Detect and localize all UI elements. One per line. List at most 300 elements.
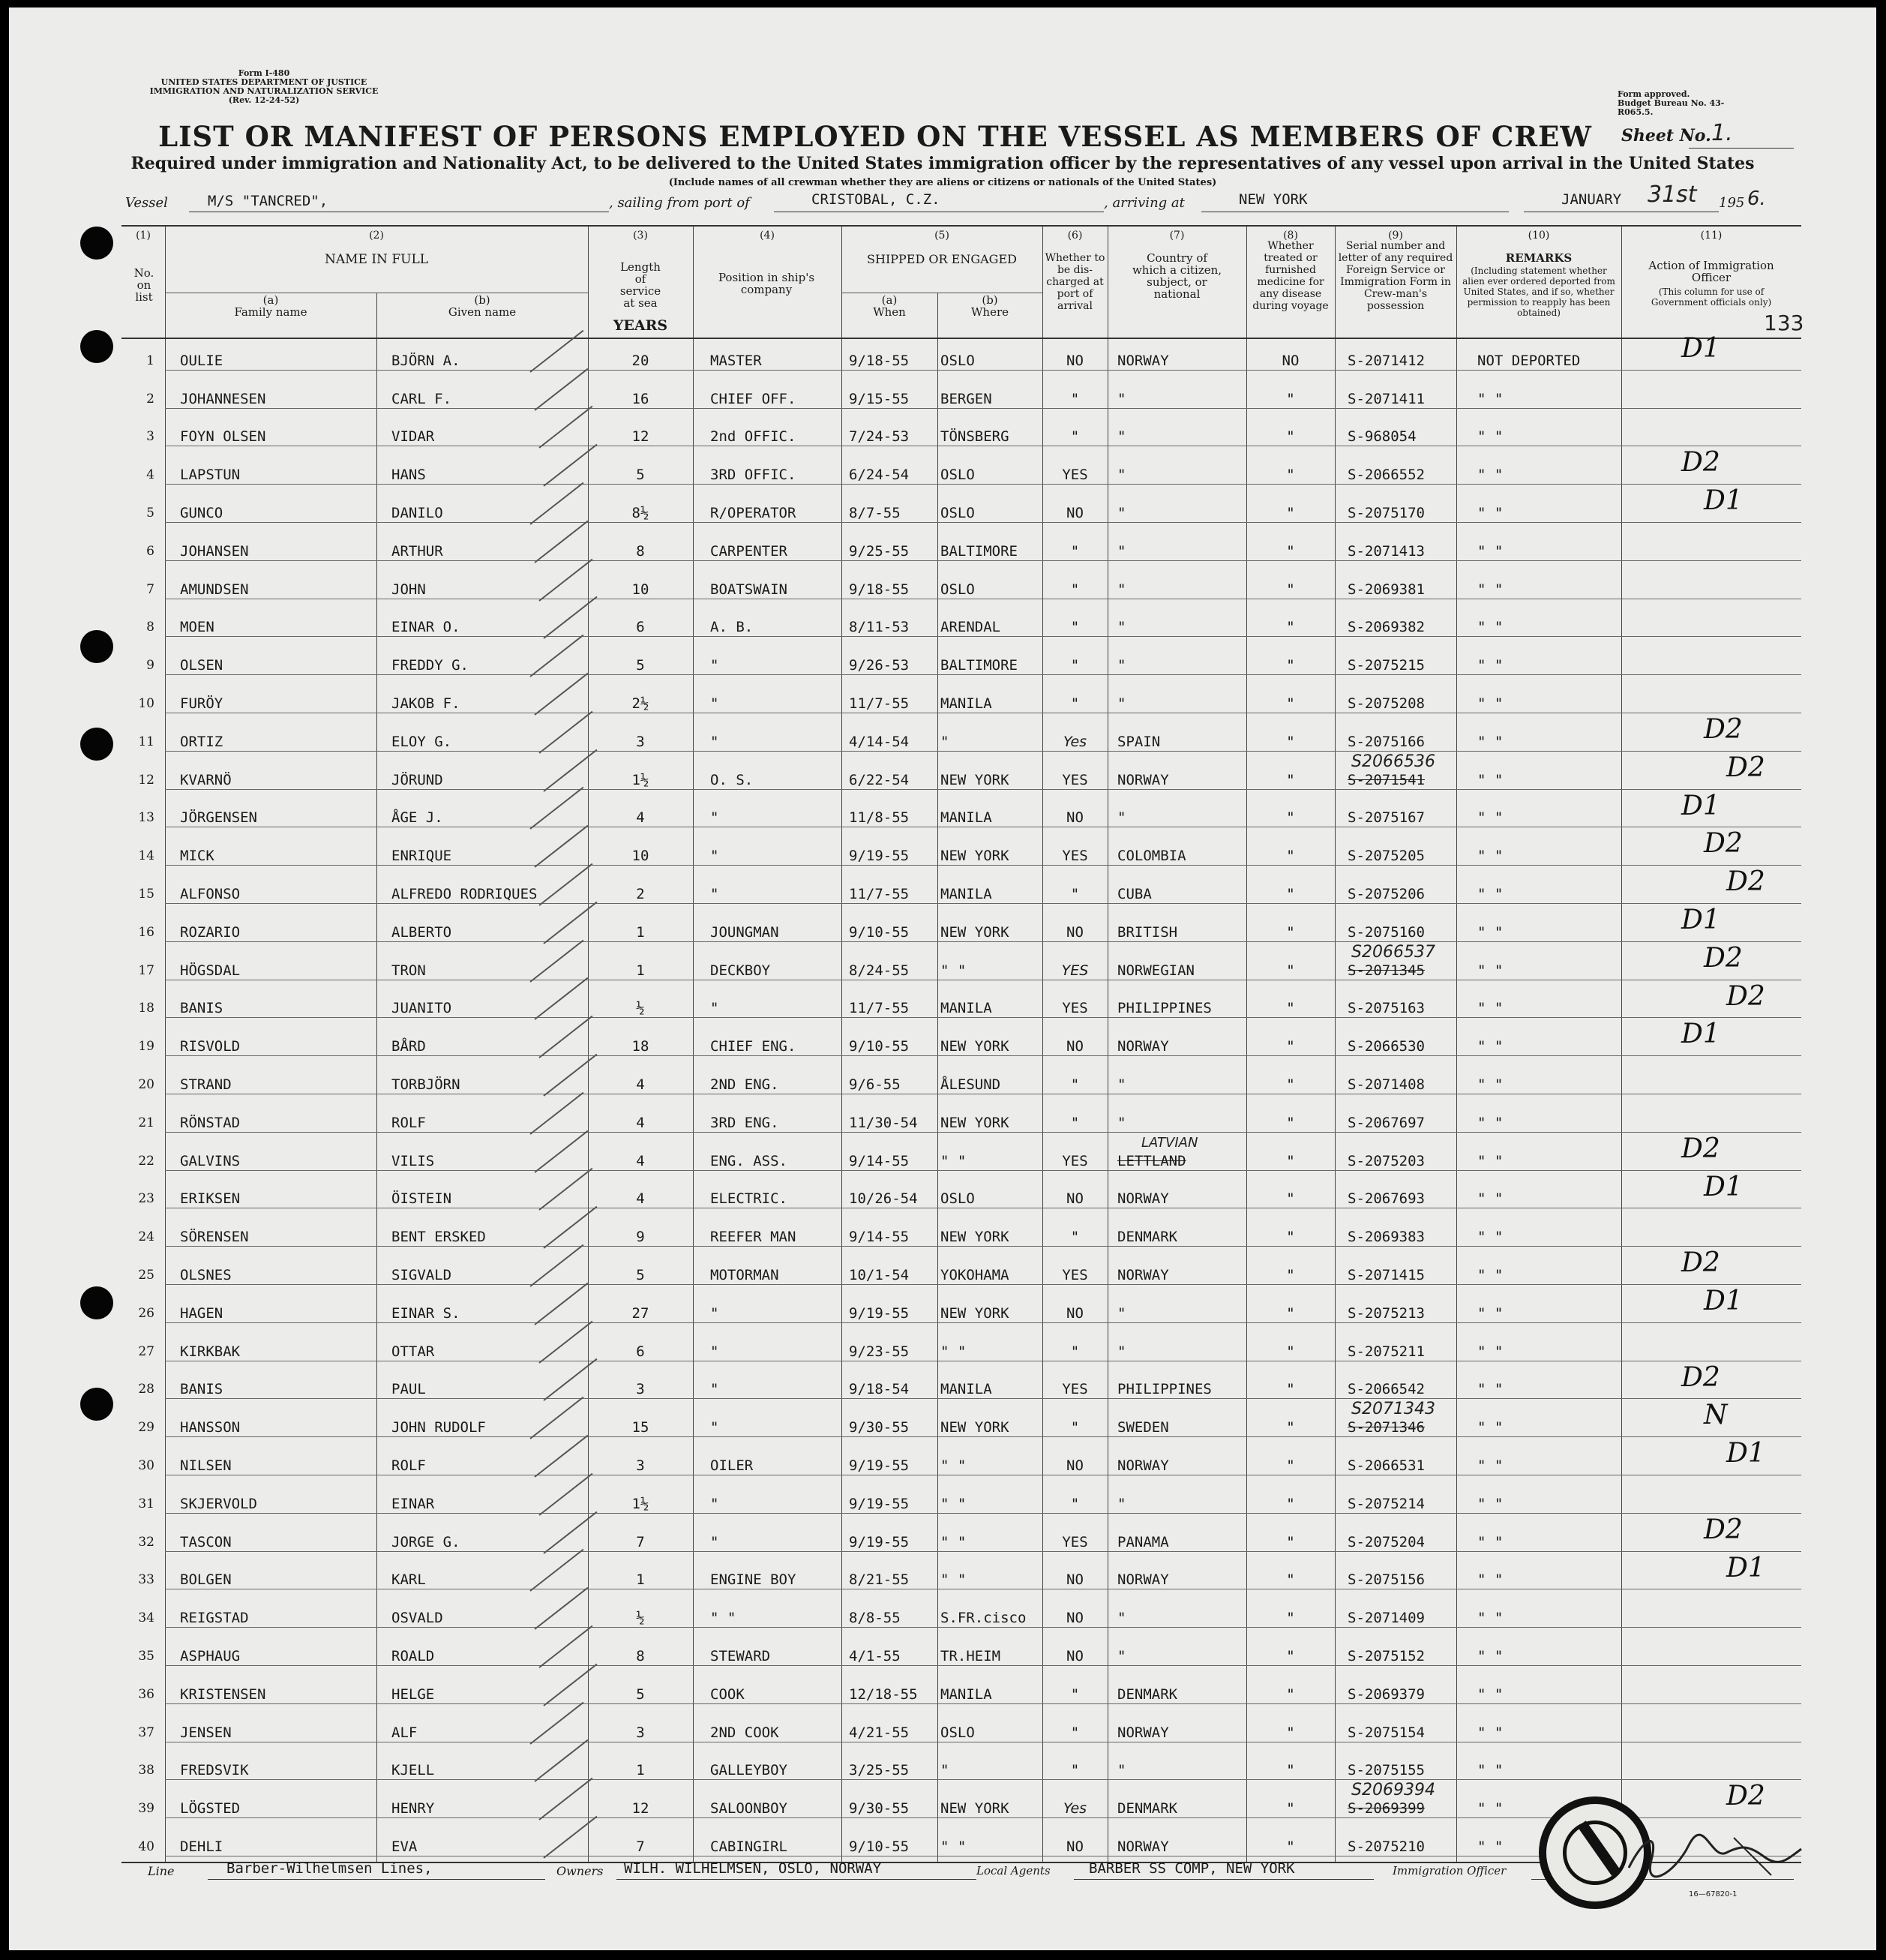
given-name: OSVALD <box>391 1610 443 1627</box>
shipped-where: " <box>940 1762 949 1779</box>
given-name: EINAR O. <box>391 619 460 636</box>
row-number: 28 <box>138 1382 154 1397</box>
family-name: HANSSON <box>180 1419 241 1436</box>
discharged: NO <box>1066 1610 1084 1627</box>
years-at-sea: 7 <box>636 1533 645 1550</box>
col-7-header: Country of which a citizen, subject, or national <box>1132 251 1222 301</box>
treated: " <box>1286 428 1295 446</box>
officer-action: D1 <box>1704 1286 1743 1316</box>
remarks: " " <box>1477 885 1504 902</box>
treated: " <box>1286 848 1295 865</box>
shipped-where: NEW YORK <box>940 1229 1009 1246</box>
shipped-where: NEW YORK <box>940 1800 1009 1817</box>
years-at-sea: 3 <box>636 1724 645 1741</box>
position: BOATSWAIN <box>710 581 787 598</box>
years-at-sea: 1 <box>636 923 645 941</box>
country: " <box>1117 809 1126 827</box>
row-number: 9 <box>146 658 154 674</box>
row-number: 37 <box>138 1724 154 1740</box>
treated: " <box>1286 1419 1295 1436</box>
punch-hole <box>80 1388 113 1421</box>
remarks: " " <box>1477 1685 1504 1703</box>
family-name: DEHLI <box>180 1838 223 1855</box>
country: NORWAY <box>1117 1571 1169 1589</box>
manifest-sheet <box>9 8 1876 1950</box>
years-at-sea: 9 <box>636 1229 645 1246</box>
given-name: DANILO <box>391 504 443 521</box>
years-at-sea: 2 <box>636 885 645 902</box>
shipped-where: NEW YORK <box>940 848 1009 865</box>
serial-number: S-2075205 <box>1348 848 1425 865</box>
discharged: NO <box>1066 1190 1084 1208</box>
shipped-when: 4/14-54 <box>849 733 910 750</box>
shipped-when: 11/7-55 <box>849 885 910 902</box>
family-name: JENSEN <box>180 1724 232 1741</box>
position: DECKBOY <box>710 962 771 979</box>
serial-number: S-2067697 <box>1348 1114 1425 1131</box>
serial-number: S-2069381 <box>1348 581 1425 598</box>
col-5a-letter: (a) <box>881 293 898 307</box>
position: " <box>710 733 719 750</box>
remarks: " " <box>1477 1229 1504 1246</box>
position: CABINGIRL <box>710 1838 787 1855</box>
form-header <box>114 69 414 105</box>
country: " <box>1117 1495 1126 1512</box>
family-name: FOYN OLSEN <box>180 428 266 446</box>
row-number: 32 <box>138 1534 154 1550</box>
col-6-number: (6) <box>1067 230 1083 242</box>
table-row <box>121 1214 1801 1252</box>
table-row <box>121 1595 1801 1633</box>
row-number: 19 <box>138 1039 154 1055</box>
col-5b-letter: (b) <box>982 293 998 307</box>
treated: " <box>1286 390 1295 407</box>
remarks: " " <box>1477 1724 1504 1741</box>
serial-number: S-2075208 <box>1348 695 1425 712</box>
country: DENMARK <box>1117 1229 1178 1246</box>
years-at-sea: 2½ <box>631 695 649 712</box>
years-at-sea: 5 <box>636 1685 645 1703</box>
given-name: HANS <box>391 467 426 484</box>
remarks: " " <box>1477 619 1504 636</box>
punch-hole <box>80 330 113 363</box>
col-2-number: (2) <box>369 230 384 242</box>
row-number: 36 <box>138 1686 154 1702</box>
agents-label: Local Agents <box>976 1864 1051 1877</box>
col-8-number: (8) <box>1283 230 1298 242</box>
treated: " <box>1286 1571 1295 1589</box>
col-5b-header: Where <box>970 305 1009 319</box>
line-name: Barber-Wilhelmsen Lines, <box>226 1860 433 1877</box>
serial-number: S-2069379 <box>1348 1685 1425 1703</box>
serial-number: S-2075211 <box>1348 1343 1425 1360</box>
row-number: 30 <box>138 1457 154 1473</box>
shipped-when: 9/18-54 <box>849 1381 910 1398</box>
shipped-where: NEW YORK <box>940 923 1009 941</box>
officer-action: D2 <box>1704 942 1743 974</box>
shipped-where: " " <box>940 1343 967 1360</box>
serial-correction: S2071343 <box>1351 1400 1435 1419</box>
remarks: " " <box>1477 1152 1504 1169</box>
years-at-sea: 6 <box>636 619 645 636</box>
country: NORWAY <box>1117 771 1169 788</box>
shipped-where: " " <box>940 962 967 979</box>
arrival-day: 31st <box>1648 182 1697 208</box>
table-row <box>121 942 1801 986</box>
family-name: HÖGSDAL <box>180 962 241 979</box>
discharged: NO <box>1066 809 1084 827</box>
family-name: BOLGEN <box>180 1571 232 1589</box>
discharged: " <box>1070 1114 1080 1131</box>
col-5a-header: When <box>873 305 906 319</box>
officer-action: D2 <box>1704 714 1743 745</box>
given-name: ROLF <box>391 1114 426 1131</box>
treated: " <box>1286 962 1295 979</box>
country: " <box>1117 542 1126 560</box>
subtitle: Required under immigration and Nationality Act, to be delivered to the United States immigration officer by the representatives of any vessel upon arrival in the United States <box>130 154 1755 173</box>
family-name: MICK <box>180 848 214 865</box>
table-row <box>121 1481 1801 1519</box>
shipped-when: 9/25-55 <box>849 542 910 560</box>
treated: " <box>1286 1685 1295 1703</box>
position: CHIEF OFF. <box>710 390 796 407</box>
remarks: " " <box>1477 1762 1504 1779</box>
officer-action: D2 <box>1726 980 1765 1012</box>
position: " <box>710 1419 719 1436</box>
shipped-where: " " <box>940 1152 967 1169</box>
given-name: ÅGE J. <box>391 809 443 827</box>
position: OILER <box>710 1457 754 1474</box>
sheet-label: Sheet No. <box>1621 126 1711 146</box>
remarks: " " <box>1477 1495 1504 1512</box>
position: A. B. <box>710 619 754 636</box>
family-name: ASPHAUG <box>180 1647 241 1664</box>
row-number: 16 <box>138 924 154 940</box>
position: 2ND ENG. <box>710 1076 779 1093</box>
serial-number: S-2066530 <box>1348 1038 1425 1055</box>
family-name: LÖGSTED <box>180 1800 241 1817</box>
family-name: MOEN <box>180 619 214 636</box>
position: " <box>710 1343 719 1360</box>
row-number: 33 <box>138 1572 154 1588</box>
owners-label: Owners <box>556 1864 604 1878</box>
shipped-where: NEW YORK <box>940 1114 1009 1131</box>
officer-action: D2 <box>1704 828 1743 860</box>
col-11-number: (11) <box>1700 230 1723 242</box>
given-name: JOHN <box>391 581 426 598</box>
treated: " <box>1286 1381 1295 1398</box>
approved-text: Form approved. <box>1618 89 1690 99</box>
officer-action: D2 <box>1681 1361 1720 1393</box>
form-number: Form I-480 <box>238 68 290 78</box>
family-name: BANIS <box>180 1000 223 1017</box>
years-at-sea: 1 <box>636 962 645 979</box>
treated: " <box>1286 1724 1295 1741</box>
position: 3RD ENG. <box>710 1114 779 1131</box>
treated: " <box>1286 1229 1295 1246</box>
years-at-sea: 6 <box>636 1343 645 1360</box>
col-4-header: Position in ship's company <box>718 271 815 296</box>
family-name: AMUNDSEN <box>180 581 249 598</box>
position: 2ND COOK <box>710 1724 779 1741</box>
country: COLOMBIA <box>1117 848 1186 865</box>
country: SPAIN <box>1117 733 1161 750</box>
position: ENG. ASS. <box>710 1152 787 1169</box>
page-count: 133 <box>1764 311 1804 335</box>
table-row <box>121 828 1801 871</box>
col-3-unit: YEARS <box>613 317 668 334</box>
country: " <box>1117 1762 1126 1779</box>
officer-action: D1 <box>1681 1019 1720 1050</box>
given-name: ROALD <box>391 1647 435 1664</box>
remarks: " " <box>1477 771 1504 788</box>
remarks: " " <box>1477 923 1504 941</box>
position: SALOONBOY <box>710 1800 787 1817</box>
family-name: SKJERVOLD <box>180 1495 257 1512</box>
treated: " <box>1286 657 1295 674</box>
remarks: " " <box>1477 1419 1504 1436</box>
position: " <box>710 1304 719 1322</box>
position: ENGINE BOY <box>710 1571 796 1589</box>
given-name: EINAR S. <box>391 1304 460 1322</box>
serial-number: S-2075166 <box>1348 733 1425 750</box>
treated: " <box>1286 1838 1295 1855</box>
discharged: YES <box>1062 1000 1088 1017</box>
given-name: SIGVALD <box>391 1266 452 1283</box>
shipped-when: 11/7-55 <box>849 695 910 712</box>
years-at-sea: 8 <box>636 1647 645 1664</box>
given-name: EVA <box>391 1838 418 1855</box>
sailing-label: , sailing from port of <box>609 195 750 211</box>
row-number: 13 <box>138 810 154 826</box>
table-row <box>121 485 1801 528</box>
given-name: KARL <box>391 1571 426 1589</box>
treated: " <box>1286 1190 1295 1208</box>
position: " <box>710 848 719 865</box>
discharged: " <box>1070 428 1080 446</box>
shipped-where: OSLO <box>940 581 975 598</box>
officer-signature <box>1621 1823 1816 1883</box>
years-at-sea: 3 <box>636 1381 645 1398</box>
serial-number: S-2071413 <box>1348 542 1425 560</box>
shipped-when: 4/1-55 <box>849 1647 901 1664</box>
discharged: NO <box>1066 1838 1084 1855</box>
country: " <box>1117 581 1126 598</box>
discharged: NO <box>1066 1571 1084 1589</box>
row-number: 24 <box>138 1229 154 1245</box>
discharged: " <box>1070 1229 1080 1246</box>
family-name: JÖRGENSEN <box>180 809 257 827</box>
shipped-where: MANILA <box>940 1685 992 1703</box>
shipped-where: OSLO <box>940 352 975 369</box>
position: " <box>710 657 719 674</box>
given-name: BJÖRN A. <box>391 352 460 369</box>
years-at-sea: 5 <box>636 467 645 484</box>
country: " <box>1117 1114 1126 1131</box>
shipped-when: 11/8-55 <box>849 809 910 827</box>
discharged: " <box>1070 1724 1080 1741</box>
treated: " <box>1286 923 1295 941</box>
remarks: " " <box>1477 695 1504 712</box>
position: MOTORMAN <box>710 1266 779 1283</box>
treated: " <box>1286 809 1295 827</box>
col-10-number: (10) <box>1528 230 1550 242</box>
discharged: " <box>1070 657 1080 674</box>
family-name: JOHANNESEN <box>180 390 266 407</box>
shipped-when: 9/19-55 <box>849 1495 910 1512</box>
sheet-number: 1. <box>1711 120 1733 146</box>
given-name: ELOY G. <box>391 733 452 750</box>
arrival-month: JANUARY <box>1561 191 1622 208</box>
table-row <box>121 376 1801 414</box>
years-at-sea: 27 <box>631 1304 649 1322</box>
shipped-where: " " <box>940 1533 967 1550</box>
officer-label: Immigration Officer <box>1393 1864 1507 1877</box>
treated: " <box>1286 1304 1295 1322</box>
shipped-where: BALTIMORE <box>940 657 1018 674</box>
shipped-when: 9/18-55 <box>849 352 910 369</box>
row-number: 11 <box>138 734 154 749</box>
remarks: " " <box>1477 1457 1504 1474</box>
row-number: 1 <box>146 353 154 368</box>
treated: " <box>1286 1762 1295 1779</box>
shipped-where: TR.HEIM <box>940 1647 1001 1664</box>
table-row <box>121 752 1801 795</box>
given-name: JAKOB F. <box>391 695 460 712</box>
col-2a-letter: (a) <box>262 293 279 307</box>
country: NORWAY <box>1117 1838 1169 1855</box>
years-at-sea: 3 <box>636 1457 645 1474</box>
shipped-when: 9/19-55 <box>849 1457 910 1474</box>
table-row <box>121 1133 1801 1176</box>
remarks: " " <box>1477 390 1504 407</box>
shipped-where: ÅLESUND <box>940 1076 1001 1093</box>
shipped-when: 9/30-55 <box>849 1419 910 1436</box>
shipped-when: 10/26-54 <box>849 1190 918 1208</box>
country: " <box>1117 1076 1126 1093</box>
serial-number: S-2069399 <box>1348 1800 1425 1817</box>
family-name: BANIS <box>180 1381 223 1398</box>
row-number: 14 <box>138 848 154 864</box>
position: " <box>710 1381 719 1398</box>
discharged: " <box>1070 695 1080 712</box>
table-row <box>121 1438 1801 1481</box>
remarks: " " <box>1477 733 1504 750</box>
years-at-sea: 12 <box>631 428 649 446</box>
officer-action: D2 <box>1704 1514 1743 1545</box>
family-name: GALVINS <box>180 1152 241 1169</box>
given-name: JOHN RUDOLF <box>391 1419 486 1436</box>
given-name: VIDAR <box>391 428 435 446</box>
discharged: YES <box>1062 1533 1088 1550</box>
years-at-sea: 7 <box>636 1838 645 1855</box>
col-2-header: NAME IN FULL <box>324 252 429 267</box>
shipped-when: 12/18-55 <box>849 1685 918 1703</box>
country: NORWAY <box>1117 1266 1169 1283</box>
table-row <box>121 1328 1801 1367</box>
serial-number: S-2075214 <box>1348 1495 1425 1512</box>
given-name: EINAR <box>391 1495 435 1512</box>
line-label: Line <box>148 1864 175 1878</box>
serial-number: S-2071345 <box>1348 962 1425 979</box>
shipped-where: YOKOHAMA <box>940 1266 1009 1283</box>
table-row <box>121 1709 1801 1748</box>
table-row <box>121 790 1801 833</box>
position: " " <box>710 1610 736 1627</box>
serial-correction: S2066536 <box>1351 752 1435 771</box>
shipped-when: 9/19-55 <box>849 1533 910 1550</box>
remarks: " " <box>1477 1610 1504 1627</box>
shipped-when: 9/26-53 <box>849 657 910 674</box>
col-9-number: (9) <box>1388 230 1403 242</box>
officer-action: N <box>1704 1400 1728 1431</box>
revision: (Rev. 12-24-52) <box>228 95 300 105</box>
col-11-note: (This column for use of Government officials only) <box>1651 287 1772 308</box>
given-name: TRON <box>391 962 426 979</box>
country: PHILIPPINES <box>1117 1381 1212 1398</box>
country: " <box>1117 428 1126 446</box>
given-name: JÖRUND <box>391 771 443 788</box>
years-at-sea: ½ <box>636 1610 645 1627</box>
punch-hole <box>80 1286 113 1319</box>
remarks: " " <box>1477 809 1504 827</box>
remarks: " " <box>1477 1114 1504 1131</box>
department: UNITED STATES DEPARTMENT OF JUSTICE <box>160 77 367 87</box>
row-number: 27 <box>138 1343 154 1359</box>
serial-number: S-968054 <box>1348 428 1417 446</box>
country: DENMARK <box>1117 1685 1178 1703</box>
row-number: 3 <box>146 429 154 445</box>
serial-number: S-2075210 <box>1348 1838 1425 1855</box>
given-name: ÖISTEIN <box>391 1190 452 1208</box>
col-10-note: (Including statement whether alien ever ordered deported from United States, and if so, whether permission to reapply has been obtained) <box>1462 266 1615 318</box>
table-row <box>121 333 1801 376</box>
country: " <box>1117 1343 1126 1360</box>
serial-number: S-2071408 <box>1348 1076 1425 1093</box>
family-name: GUNCO <box>180 504 223 521</box>
given-name: TORBJÖRN <box>391 1076 460 1093</box>
col-5-number: (5) <box>934 230 949 242</box>
shipped-where: NEW YORK <box>940 771 1009 788</box>
discharged: Yes <box>1063 733 1087 750</box>
discharged: YES <box>1061 962 1089 979</box>
remarks: " " <box>1477 962 1504 979</box>
table-row <box>121 1286 1801 1328</box>
position: " <box>710 809 719 827</box>
vessel-label: Vessel <box>125 195 168 211</box>
treated: " <box>1286 1647 1295 1664</box>
years-at-sea: 5 <box>636 657 645 674</box>
country: " <box>1117 619 1126 636</box>
position: " <box>710 695 719 712</box>
discharged: NO <box>1066 504 1084 521</box>
country: DENMARK <box>1117 1800 1178 1817</box>
position: ELECTRIC. <box>710 1190 787 1208</box>
officer-action: D2 <box>1726 866 1765 898</box>
given-name: JUANITO <box>391 1000 452 1017</box>
punch-hole <box>80 728 113 761</box>
country: " <box>1117 504 1126 521</box>
serial-number: S-2075213 <box>1348 1304 1425 1322</box>
shipped-where: OSLO <box>940 1724 975 1741</box>
officer-action: D2 <box>1726 1781 1765 1812</box>
table-row <box>121 1633 1801 1671</box>
serial-number: S-2075167 <box>1348 809 1425 827</box>
col-5-header: SHIPPED OR ENGAGED <box>867 252 1017 266</box>
table-row <box>121 1781 1801 1823</box>
family-name: KVARNÖ <box>180 771 232 788</box>
treated: " <box>1286 1076 1295 1093</box>
